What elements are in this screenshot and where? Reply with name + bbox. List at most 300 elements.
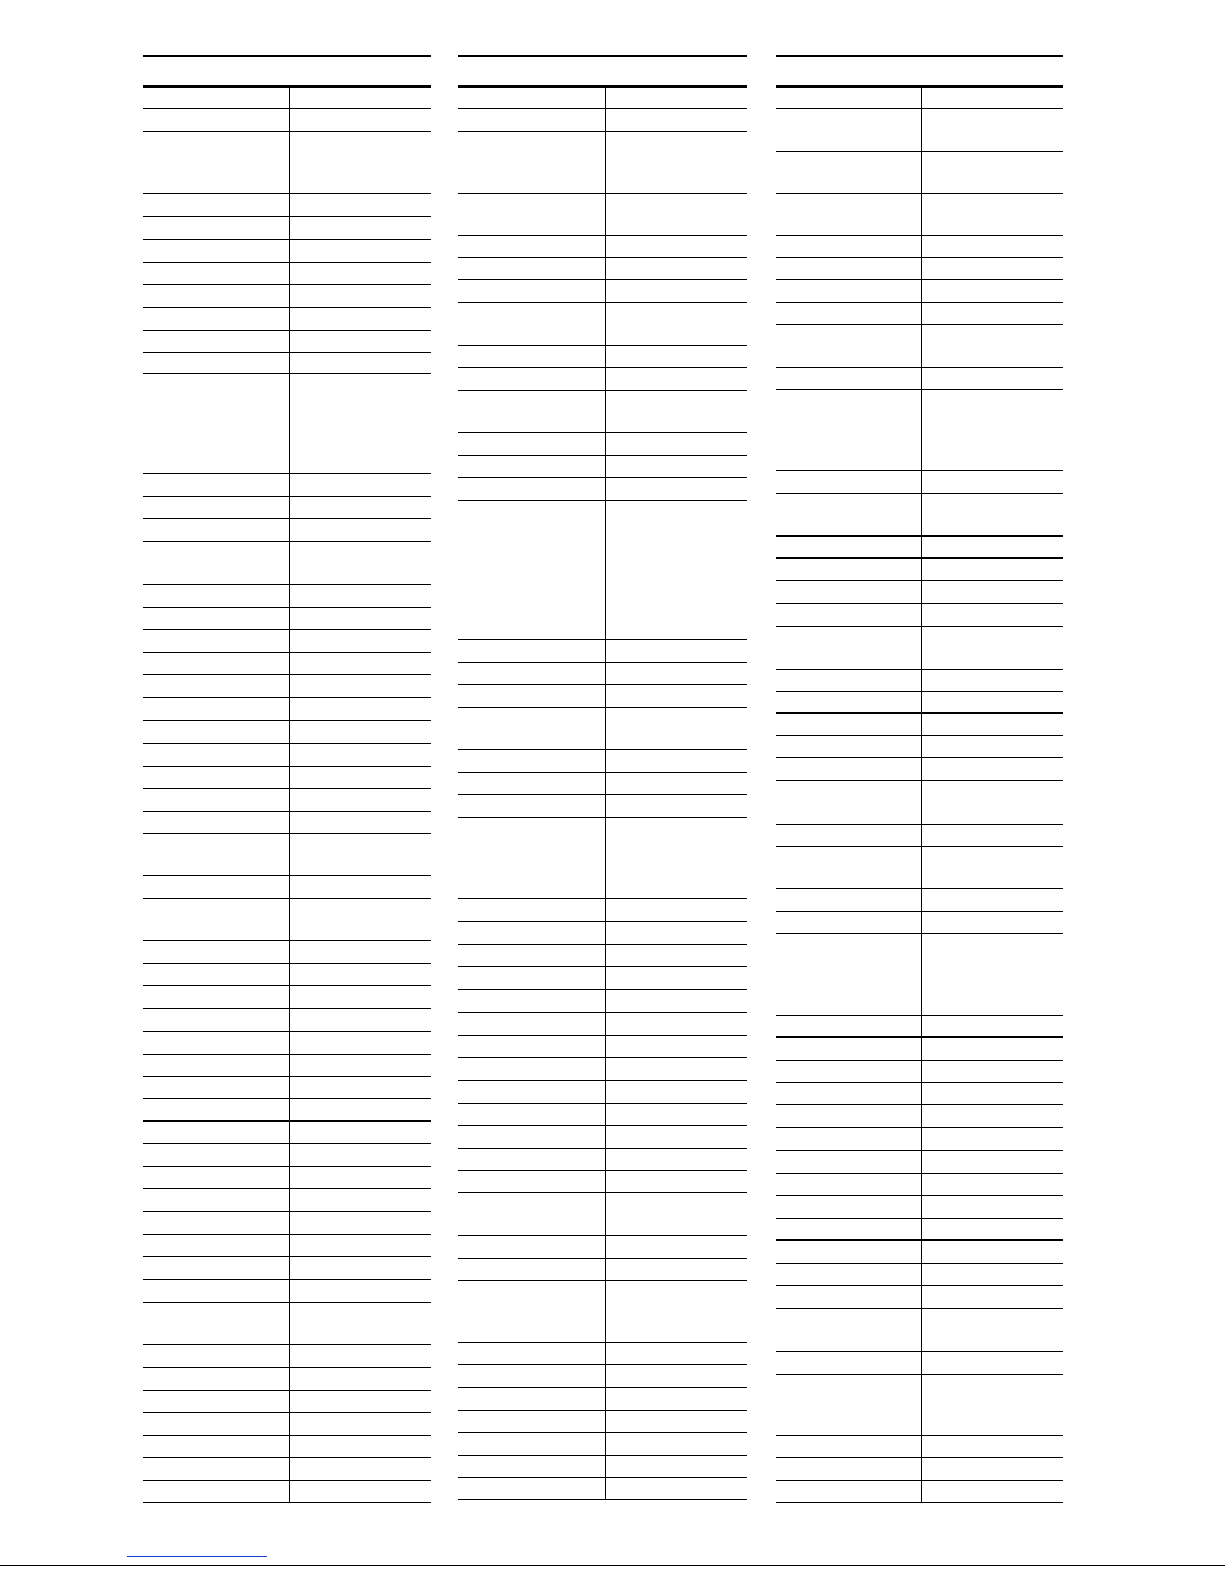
table-cell-value xyxy=(922,1015,1063,1036)
table-cell-value xyxy=(922,735,1063,757)
table-cell-value xyxy=(922,1173,1063,1195)
table-cell-value xyxy=(922,669,1063,691)
table-cell-value xyxy=(922,87,1063,108)
table-cell-key xyxy=(143,697,289,720)
table-cell-value xyxy=(606,235,747,257)
table-row xyxy=(458,772,747,795)
table-cell-key xyxy=(776,1150,921,1173)
table-cell-value xyxy=(922,257,1063,279)
table-cell-key xyxy=(143,1302,289,1344)
table-cell-value xyxy=(606,477,747,500)
table-cell-key xyxy=(143,284,289,307)
table-cell-value xyxy=(606,639,747,662)
table-cell-key xyxy=(776,257,921,279)
table-row xyxy=(776,1308,1063,1352)
table-cell-value xyxy=(922,824,1063,846)
table-cell-key xyxy=(776,470,921,493)
table-cell-value xyxy=(922,1060,1063,1082)
table-row xyxy=(776,1082,1063,1105)
table-cell-key xyxy=(776,1060,921,1082)
table-cell-key xyxy=(458,1235,605,1258)
table-cell-key xyxy=(776,558,921,580)
table-cell-key xyxy=(776,1240,921,1263)
table-row xyxy=(776,1127,1063,1151)
table-cell-key xyxy=(143,1390,289,1412)
table-cell-value xyxy=(606,921,747,944)
table-cell-key xyxy=(776,1308,921,1351)
table-row xyxy=(776,367,1063,390)
table-cell-key xyxy=(458,432,605,455)
table-row xyxy=(143,1031,431,1055)
table-cell-value xyxy=(922,1435,1063,1457)
table-cell-key xyxy=(143,1188,289,1211)
table-row xyxy=(776,824,1063,847)
table-cell-value xyxy=(922,279,1063,302)
table-cell-key xyxy=(143,607,289,629)
table-cell-value xyxy=(290,284,431,307)
table-row xyxy=(458,794,747,818)
table-row xyxy=(143,1302,431,1345)
table-row xyxy=(143,1076,431,1099)
table-cell-value xyxy=(606,432,747,455)
table-cell-value xyxy=(922,1218,1063,1239)
table-row xyxy=(143,697,431,721)
table-row xyxy=(776,279,1063,303)
table-cell-key xyxy=(458,1192,605,1235)
table-row xyxy=(458,87,747,109)
table-cell-key xyxy=(458,1148,605,1170)
table-row xyxy=(776,1263,1063,1286)
table-cell-value xyxy=(922,780,1063,824)
table-cell-key xyxy=(776,580,921,603)
table-row xyxy=(458,235,747,258)
table-cell-key xyxy=(776,1082,921,1104)
table-cell-key xyxy=(458,1080,605,1103)
table-row xyxy=(776,1218,1063,1241)
table-cell-key xyxy=(143,1143,289,1166)
table-cell-value xyxy=(922,558,1063,580)
table-cell-value xyxy=(606,684,747,707)
table-cell-key xyxy=(458,477,605,500)
table-row xyxy=(143,788,431,812)
table-cell-key xyxy=(143,1076,289,1098)
table-row xyxy=(143,1008,431,1032)
table-cell-value xyxy=(290,743,431,766)
table-cell-value xyxy=(290,629,431,652)
table-cell-value xyxy=(606,1280,747,1342)
table-row xyxy=(143,352,431,374)
table-row xyxy=(776,846,1063,889)
table-cell-value xyxy=(606,944,747,966)
table-cell-key xyxy=(143,108,289,131)
table-row xyxy=(776,1037,1063,1061)
table-row xyxy=(776,669,1063,692)
table-cell-value xyxy=(290,1256,431,1279)
table-cell-key xyxy=(143,373,289,473)
table-row xyxy=(143,629,431,653)
table-cell-key xyxy=(458,684,605,707)
table-cell-value xyxy=(922,470,1063,493)
table-cell-key xyxy=(458,345,605,367)
table-cell-key xyxy=(458,817,605,898)
table-cell-value xyxy=(290,1121,431,1143)
table-cell-key xyxy=(143,833,289,875)
table-cell-key xyxy=(143,1234,289,1256)
table-row xyxy=(776,1060,1063,1083)
table-cell-key xyxy=(458,1477,605,1499)
table-row xyxy=(143,473,431,497)
table-row xyxy=(458,367,747,391)
table-row xyxy=(143,1344,431,1368)
table-row xyxy=(143,674,431,698)
table-cell-value xyxy=(606,302,747,345)
table-cell-value xyxy=(290,1390,431,1412)
table-cell-value xyxy=(606,108,747,131)
table-cell-value xyxy=(922,933,1063,1015)
table-cell-value xyxy=(290,963,431,985)
table-cell-value xyxy=(606,87,747,108)
table-cell-value xyxy=(606,279,747,302)
table-row xyxy=(776,87,1063,109)
table-cell-value xyxy=(606,1364,747,1387)
table-row xyxy=(776,235,1063,258)
table-cell-key xyxy=(776,603,921,626)
table-cell-value xyxy=(606,367,747,390)
table-cell-value xyxy=(606,1455,747,1477)
table-cell-key xyxy=(776,1263,921,1285)
table-row xyxy=(776,933,1063,1016)
table-cell-key xyxy=(458,1258,605,1280)
table-cell-key xyxy=(776,780,921,824)
table-cell-value xyxy=(290,330,431,352)
table-cell-value xyxy=(606,989,747,1012)
table-cell-value xyxy=(606,1235,747,1258)
table-cell-key xyxy=(458,1125,605,1148)
table-row xyxy=(458,1012,747,1036)
table-cell-value xyxy=(606,193,747,235)
table-cell-value xyxy=(922,626,1063,669)
table-cell-value xyxy=(290,1302,431,1344)
table-cell-key xyxy=(143,262,289,284)
table-row xyxy=(776,536,1063,559)
table-row xyxy=(458,193,747,236)
table-cell-key xyxy=(776,1037,921,1060)
table-cell-key xyxy=(143,940,289,963)
table-row xyxy=(776,302,1063,325)
table-cell-key xyxy=(458,1280,605,1342)
table-cell-value xyxy=(290,1008,431,1031)
table-cell-value xyxy=(290,607,431,629)
table-cell-value xyxy=(606,772,747,794)
table-cell-key xyxy=(143,1166,289,1188)
table-row xyxy=(143,1367,431,1391)
table-cell-key xyxy=(776,87,921,108)
table-row xyxy=(458,707,747,750)
table-cell-value xyxy=(922,1308,1063,1351)
table-cell-key xyxy=(458,302,605,345)
table-cell-value xyxy=(290,1054,431,1076)
table-cell-value xyxy=(922,151,1063,193)
table-row xyxy=(143,239,431,263)
table-cell-value xyxy=(606,1387,747,1410)
table-cell-value xyxy=(290,1412,431,1435)
table-row xyxy=(458,1280,747,1343)
table-row xyxy=(776,1374,1063,1436)
table-row xyxy=(458,500,747,640)
table-cell-key xyxy=(776,389,921,470)
table-row xyxy=(143,1412,431,1436)
table-cell-value xyxy=(922,713,1063,735)
table-row xyxy=(776,626,1063,670)
table-cell-value xyxy=(290,697,431,720)
table-row xyxy=(143,373,431,474)
table-row xyxy=(143,330,431,353)
table-cell-key xyxy=(776,536,921,557)
table-cell-key xyxy=(143,1098,289,1120)
table-cell-value xyxy=(290,496,431,518)
table-cell-value xyxy=(922,580,1063,603)
table-cell-key xyxy=(776,757,921,780)
table-cell-key xyxy=(776,888,921,911)
table-cell-key xyxy=(458,193,605,235)
table-cell-value xyxy=(290,1076,431,1098)
table-cell-value xyxy=(290,352,431,373)
table-row xyxy=(143,262,431,285)
table-row xyxy=(458,944,747,967)
table-row xyxy=(143,307,431,331)
table-cell-value xyxy=(290,674,431,697)
table-row xyxy=(458,257,747,280)
table-cell-key xyxy=(143,766,289,788)
table-row xyxy=(458,390,747,433)
table-cell-key xyxy=(776,735,921,757)
table-row xyxy=(776,780,1063,825)
table-cell-value xyxy=(922,108,1063,151)
table-row xyxy=(776,580,1063,604)
table-cell-key xyxy=(776,151,921,193)
table-cell-key xyxy=(458,1387,605,1410)
table-cell-key xyxy=(458,1012,605,1035)
table-cell-key xyxy=(776,933,921,1015)
table-cell-value xyxy=(290,875,431,898)
table-row xyxy=(458,749,747,773)
footer-link[interactable] xyxy=(127,1556,267,1557)
table-cell-key xyxy=(458,1170,605,1192)
table-row xyxy=(143,541,431,585)
table-cell-value xyxy=(922,1374,1063,1435)
table-cell-key xyxy=(458,257,605,279)
table-row xyxy=(776,493,1063,537)
table-column-1 xyxy=(143,0,431,1585)
table-cell-value xyxy=(922,536,1063,557)
table-cell-value xyxy=(290,307,431,330)
table-row xyxy=(776,1015,1063,1038)
table-cell-key xyxy=(143,1008,289,1031)
table-cell-key xyxy=(143,811,289,833)
table-cell-key xyxy=(143,1211,289,1234)
table-row xyxy=(776,888,1063,912)
table-cell-value xyxy=(290,131,431,193)
table-cell-key xyxy=(458,749,605,772)
table-cell-key xyxy=(143,307,289,330)
table-row xyxy=(458,1148,747,1171)
table-cell-value xyxy=(290,193,431,216)
table-cell-value xyxy=(290,262,431,284)
table-cell-value xyxy=(922,1082,1063,1104)
table-cell-key xyxy=(458,662,605,684)
table-cell-key xyxy=(776,1374,921,1435)
table-cell-key xyxy=(776,911,921,933)
table-cell-value xyxy=(290,87,431,108)
table-row xyxy=(143,1121,431,1144)
table-cell-value xyxy=(290,788,431,811)
table-row xyxy=(458,684,747,708)
table-cell-key xyxy=(458,1455,605,1477)
table-row xyxy=(458,921,747,945)
table-row xyxy=(143,1480,431,1503)
table-cell-key xyxy=(776,1127,921,1150)
table-cell-value xyxy=(606,1035,747,1057)
table-cell-value xyxy=(922,1240,1063,1263)
table-cell-key xyxy=(143,239,289,262)
table-cell-value xyxy=(922,1480,1063,1502)
table-row xyxy=(458,477,747,501)
table-row xyxy=(458,1364,747,1388)
table-cell-key xyxy=(776,235,921,257)
table-cell-value xyxy=(606,1080,747,1103)
table-row xyxy=(143,1054,431,1077)
table-cell-key xyxy=(458,455,605,477)
table-row xyxy=(776,1173,1063,1196)
table-cell-value xyxy=(606,1477,747,1499)
table-row xyxy=(776,1195,1063,1219)
table-cell-key xyxy=(458,1342,605,1364)
table-cell-key xyxy=(458,989,605,1012)
table-row xyxy=(776,389,1063,471)
table-row xyxy=(143,963,431,986)
table-row xyxy=(143,1166,431,1189)
table-cell-value xyxy=(922,691,1063,712)
table-cell-key xyxy=(143,652,289,674)
table-row xyxy=(776,151,1063,194)
table-cell-key xyxy=(143,1054,289,1076)
table-cell-key xyxy=(776,302,921,324)
top-rule xyxy=(143,55,431,57)
table-cell-key xyxy=(458,772,605,794)
table-row xyxy=(143,1279,431,1303)
table-cell-value xyxy=(606,1012,747,1035)
table-cell-value xyxy=(290,811,431,833)
table-row xyxy=(143,193,431,217)
table-column-2 xyxy=(458,0,747,1585)
table-cell-key xyxy=(776,367,921,389)
table-cell-key xyxy=(143,584,289,607)
table-cell-key xyxy=(143,496,289,518)
table-cell-value xyxy=(290,1031,431,1054)
table-cell-key xyxy=(143,541,289,584)
table-cell-value xyxy=(606,1148,747,1170)
table-row xyxy=(458,1035,747,1058)
table-cell-value xyxy=(606,707,747,749)
table-cell-value xyxy=(922,888,1063,911)
table-cell-value xyxy=(606,131,747,193)
table-row xyxy=(458,1342,747,1365)
table-cell-value xyxy=(606,500,747,639)
table-column-3 xyxy=(776,0,1063,1585)
table-cell-value xyxy=(290,1211,431,1234)
table-cell-value xyxy=(290,898,431,940)
table-cell-value xyxy=(290,1188,431,1211)
table-cell-value xyxy=(922,911,1063,933)
table-row xyxy=(458,662,747,685)
table-row xyxy=(458,989,747,1013)
table-cell-key xyxy=(143,743,289,766)
table-cell-value xyxy=(606,1192,747,1235)
table-cell-value xyxy=(922,302,1063,324)
table-cell-key xyxy=(776,1104,921,1127)
table-row xyxy=(776,324,1063,368)
table-row xyxy=(458,1387,747,1411)
table-row xyxy=(143,284,431,308)
table-cell-value xyxy=(922,493,1063,535)
table-row xyxy=(458,302,747,346)
table-row xyxy=(458,1410,747,1433)
table-cell-value xyxy=(606,749,747,772)
table-row xyxy=(458,817,747,899)
table-row xyxy=(143,1188,431,1212)
table-row xyxy=(776,691,1063,714)
table-cell-key xyxy=(776,1351,921,1374)
table-row xyxy=(776,193,1063,236)
table-cell-value xyxy=(606,898,747,921)
table-row xyxy=(143,1211,431,1235)
table-cell-key xyxy=(458,131,605,193)
table-cell-value xyxy=(606,1170,747,1192)
table-row xyxy=(458,432,747,456)
table-cell-value xyxy=(606,1103,747,1125)
table-cell-value xyxy=(922,193,1063,235)
table-cell-value xyxy=(290,373,431,473)
table-row xyxy=(776,735,1063,758)
table-row xyxy=(776,470,1063,494)
table-cell-value xyxy=(606,345,747,367)
table-cell-value xyxy=(290,1457,431,1480)
table-cell-key xyxy=(458,1364,605,1387)
table-cell-value xyxy=(922,389,1063,470)
table-cell-value xyxy=(290,1367,431,1390)
table-row xyxy=(458,1192,747,1236)
table-cell-value xyxy=(290,940,431,963)
table-cell-key xyxy=(458,794,605,817)
table-cell-value xyxy=(290,1344,431,1367)
table-row xyxy=(776,1435,1063,1458)
table-row xyxy=(143,1390,431,1413)
table-cell-key xyxy=(458,707,605,749)
table-row xyxy=(143,1234,431,1257)
table-row xyxy=(143,875,431,899)
table-cell-value xyxy=(922,235,1063,257)
table-row xyxy=(143,131,431,194)
table-row xyxy=(143,985,431,1009)
table-row xyxy=(776,558,1063,581)
table-cell-value xyxy=(922,367,1063,389)
table-cell-key xyxy=(143,131,289,193)
table-cell-key xyxy=(458,1410,605,1432)
table-cell-key xyxy=(776,279,921,302)
table-cell-key xyxy=(143,1412,289,1435)
table-cell-value xyxy=(290,1279,431,1302)
table-row xyxy=(458,345,747,368)
